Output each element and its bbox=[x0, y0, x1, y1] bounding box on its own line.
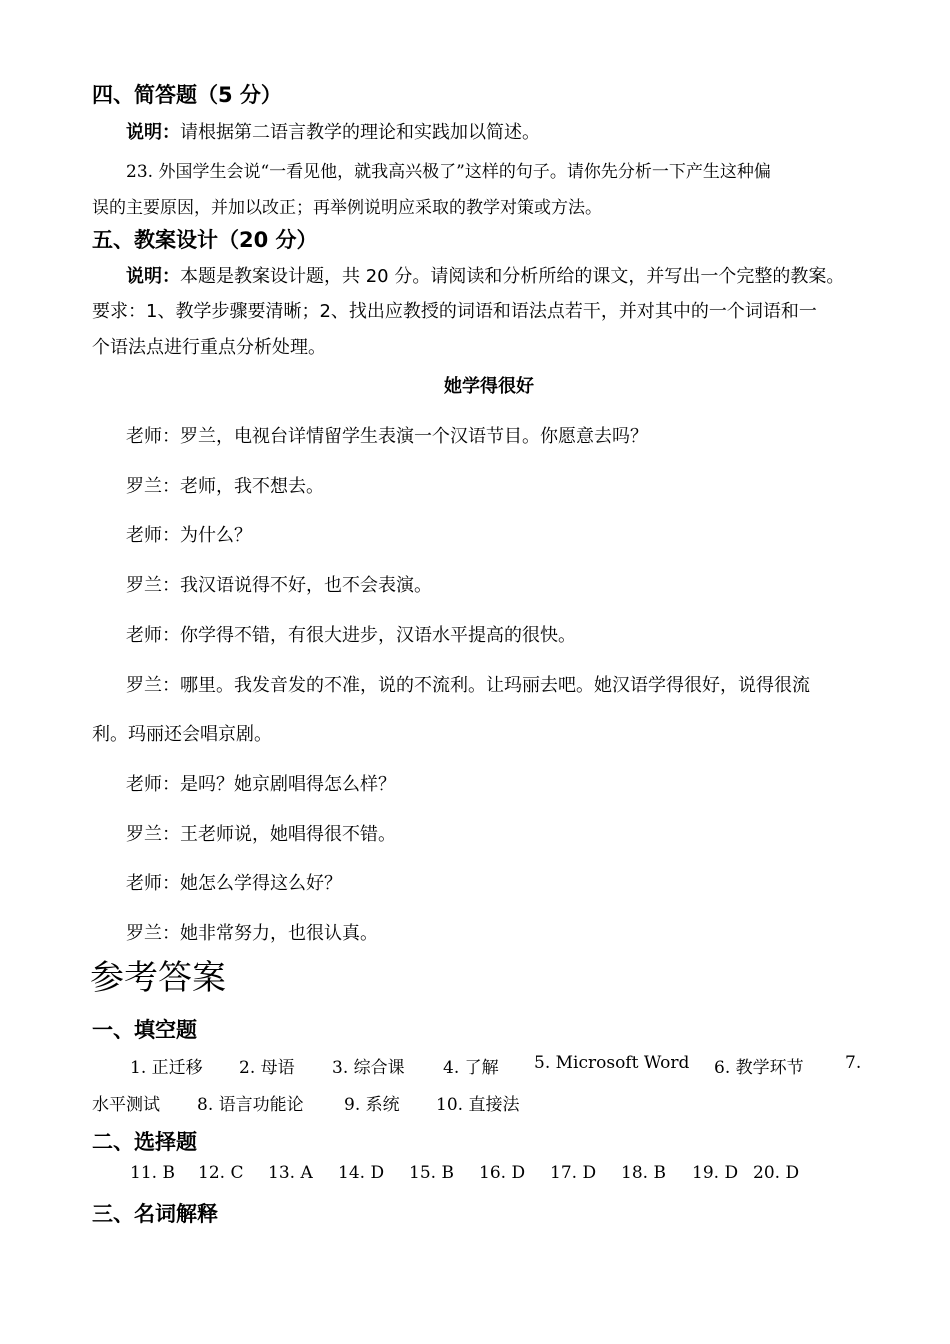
answer-item: 10. 直接法 bbox=[436, 1095, 520, 1115]
answer-item: 19. D bbox=[692, 1163, 739, 1183]
answer-item: 3. 综合课 bbox=[332, 1058, 405, 1078]
answer-item: 4. 了解 bbox=[443, 1058, 499, 1078]
answer-item: 1. 正迁移 bbox=[130, 1058, 203, 1078]
answer-item: 6. 教学环节 bbox=[714, 1058, 804, 1078]
lesson-title: 她学得很好 bbox=[444, 376, 534, 397]
note-label: 说明： bbox=[126, 122, 180, 143]
section4-note bbox=[126, 118, 540, 144]
dialog-line: 老师：你学得不错，有很大进步，汉语水平提高的很快。 bbox=[126, 625, 576, 646]
dialog-line: 罗兰：哪里。我发音发的不准，说的不流利。让玛丽去吧。她汉语学得很好，说得很流 bbox=[126, 675, 810, 696]
answer-item: 8. 语言功能论 bbox=[197, 1095, 304, 1115]
answer-item: 水平测试 bbox=[92, 1095, 160, 1115]
answer-item: 12. C bbox=[198, 1163, 244, 1183]
section5-heading: 五、教案设计（20 分） bbox=[92, 228, 318, 252]
answer-item: 7. bbox=[845, 1053, 862, 1073]
answer-item: 16. D bbox=[479, 1163, 526, 1183]
dialog-line: 老师：是吗？她京剧唱得怎么样？ bbox=[126, 774, 396, 795]
answers-title: 参考答案 bbox=[90, 958, 226, 998]
answer-item: 20. D bbox=[753, 1163, 800, 1183]
answer-item: 15. B bbox=[409, 1163, 454, 1183]
answer-item: 14. D bbox=[338, 1163, 385, 1183]
dialog-line: 老师：她怎么学得这么好？ bbox=[126, 873, 342, 894]
section5-note-line3: 个语法点进行重点分析处理。 bbox=[92, 337, 326, 358]
dialog-line: 罗兰：她非常努力，也很认真。 bbox=[126, 923, 378, 944]
terms-heading: 三、名词解释 bbox=[92, 1202, 218, 1226]
answer-item: 18. B bbox=[621, 1163, 666, 1183]
answer-item: 11. B bbox=[130, 1163, 175, 1183]
answer-item: 17. D bbox=[550, 1163, 597, 1183]
dialog-line: 老师：罗兰，电视台详情留学生表演一个汉语节目。你愿意去吗？ bbox=[126, 426, 648, 447]
dialog-line: 罗兰：我汉语说得不好，也不会表演。 bbox=[126, 575, 432, 596]
question-23-line1: 23. 外国学生会说“一看见他，就我高兴极了”这样的句子。请你先分析一下产生这种偏 bbox=[126, 162, 771, 182]
dialog-line: 利。玛丽还会唱京剧。 bbox=[92, 724, 272, 745]
answer-item: 9. 系统 bbox=[344, 1095, 400, 1115]
dialog-line: 老师：为什么？ bbox=[126, 525, 252, 546]
dialog-line: 罗兰：王老师说，她唱得很不错。 bbox=[126, 824, 396, 845]
answer-item: 5. Microsoft Word bbox=[534, 1053, 690, 1073]
section5-note-line2: 要求：1、教学步骤要清晰；2、找出应教授的词语和语法点若干，并对其中的一个词语和一 bbox=[92, 301, 817, 322]
note-text: 本题是教案设计题，共 20 分。请阅读和分析所给的课文，并写出一个完整的教案。 bbox=[180, 266, 845, 287]
section4-heading: 四、简答题（5 分） bbox=[92, 83, 282, 107]
section5-note-line1 bbox=[126, 262, 844, 288]
note-label: 说明： bbox=[126, 266, 180, 287]
question-23-line2: 误的主要原因，并加以改正；再举例说明应采取的教学对策或方法。 bbox=[92, 198, 602, 218]
note-text: 请根据第二语言教学的理论和实践加以简述。 bbox=[180, 122, 540, 143]
choice-heading: 二、选择题 bbox=[92, 1130, 197, 1154]
dialog-line: 罗兰：老师，我不想去。 bbox=[126, 476, 324, 497]
answer-item: 13. A bbox=[268, 1163, 313, 1183]
answer-item: 2. 母语 bbox=[239, 1058, 295, 1078]
fill-blank-heading: 一、填空题 bbox=[92, 1018, 197, 1042]
